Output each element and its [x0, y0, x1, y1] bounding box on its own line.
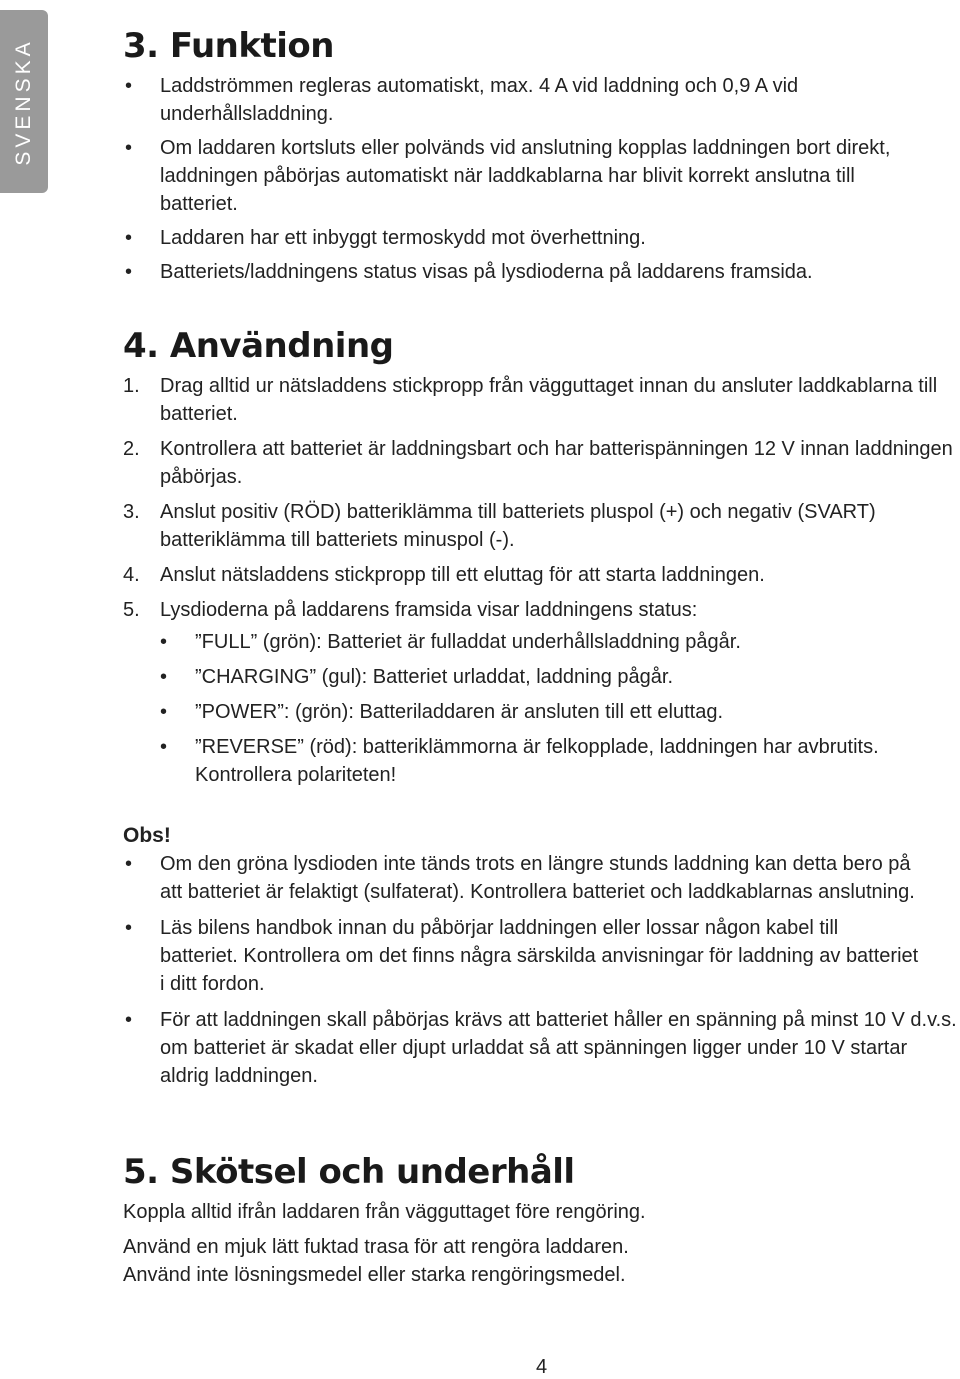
- list-item: • ”POWER”: (grön): Batteriladdaren är ansluten till ett eluttag.: [123, 698, 923, 726]
- list-item: • Laddaren har ett inbyggt termoskydd mot överhettning.: [123, 224, 923, 252]
- section-5-body: [123, 1198, 953, 1289]
- section-3-list: [123, 72, 923, 286]
- step-number: 3.: [123, 501, 140, 523]
- section-3-title: 3. Funktion: [123, 26, 334, 66]
- paragraph: Använd en mjuk lätt fuktad trasa för att rengöra laddaren.: [123, 1236, 629, 1258]
- list-item: • Batteriets/laddningens status visas på lysdioderna på laddarens framsida.: [123, 258, 923, 286]
- list-item: • Laddströmmen regleras automatiskt, max. 4 A vid laddning och 0,9 A vid underhållsladdning.: [123, 72, 923, 128]
- step-number: 2.: [123, 438, 140, 460]
- note-label: Obs!: [123, 824, 171, 847]
- note-list: [123, 850, 960, 1090]
- page-number: 4: [535, 1356, 548, 1378]
- status-list: [123, 628, 923, 789]
- list-item: • För att laddningen skall påbörjas krävs att batteriet håller en spänning på minst 10 V d.v.s. om batteriet är skadat eller djupt urladdat så att spänningen ligger under 10 V startar aldrig laddningen.: [123, 1006, 960, 1090]
- list-item: [123, 498, 953, 554]
- section-4-title: 4. Användning: [123, 326, 394, 366]
- list-item: • ”CHARGING” (gul): Batteriet urladdat, laddning pågår.: [123, 663, 923, 691]
- list-item: • Läs bilens handbok innan du påbörjar laddningen eller lossar någon kabel till batteriet. Kontrollera om det finns några särskilda anvisningar för laddning av batteriet i ditt fordon.: [123, 914, 960, 998]
- paragraph: Koppla alltid ifrån laddaren från vägguttaget före rengöring.: [123, 1201, 646, 1223]
- step-text: Anslut nätsladdens stickpropp till ett eluttag för att starta laddningen.: [160, 564, 765, 586]
- step-text: Kontrollera att batteriet är laddningsbart och har batterispänningen 12 V innan laddningen påbörjas.: [160, 438, 953, 488]
- list-item: [123, 372, 953, 428]
- language-tab: [0, 10, 48, 193]
- step-text: Anslut positiv (RÖD) batteriklämma till batteriets pluspol (+) och negativ (SVART) batteriklämma till batteriets minuspol (-).: [160, 501, 876, 551]
- section-5-title: 5. Skötsel och underhåll: [123, 1152, 575, 1192]
- list-item: • ”FULL” (grön): Batteriet är fulladdat underhållsladdning pågår.: [123, 628, 923, 656]
- list-item: [123, 561, 953, 589]
- list-item: • Om laddaren kortsluts eller polvänds vid anslutning kopplas laddningen bort direkt, laddningen påbörjas automatiskt när laddkablarna har blivit korrekt anslutna till batteriet.: [123, 134, 923, 218]
- section-4-steps: [123, 372, 953, 624]
- step-number: 5.: [123, 599, 140, 621]
- paragraph: Använd inte lösningsmedel eller starka rengöringsmedel.: [123, 1264, 626, 1286]
- step-text: Drag alltid ur nätsladdens stickpropp från vägguttaget innan du ansluter laddkablarna till batteriet.: [160, 375, 938, 425]
- list-item: [123, 435, 953, 491]
- language-tab-label: SVENSKA: [12, 37, 35, 166]
- step-text: Lysdioderna på laddarens framsida visar laddningens status:: [160, 599, 698, 621]
- step-number: 4.: [123, 564, 140, 586]
- list-item: [123, 596, 953, 624]
- list-item: • Om den gröna lysdioden inte tänds trots en längre stunds laddning kan detta bero på att batteriet är felaktigt (sulfaterat). Kontrollera batteriet och laddkablarnas anslutning.: [123, 850, 960, 906]
- list-item: • ”REVERSE” (röd): batteriklämmorna är felkopplade, laddningen har avbrutits. Kontrollera polariteten!: [123, 733, 923, 789]
- step-number: 1.: [123, 375, 140, 397]
